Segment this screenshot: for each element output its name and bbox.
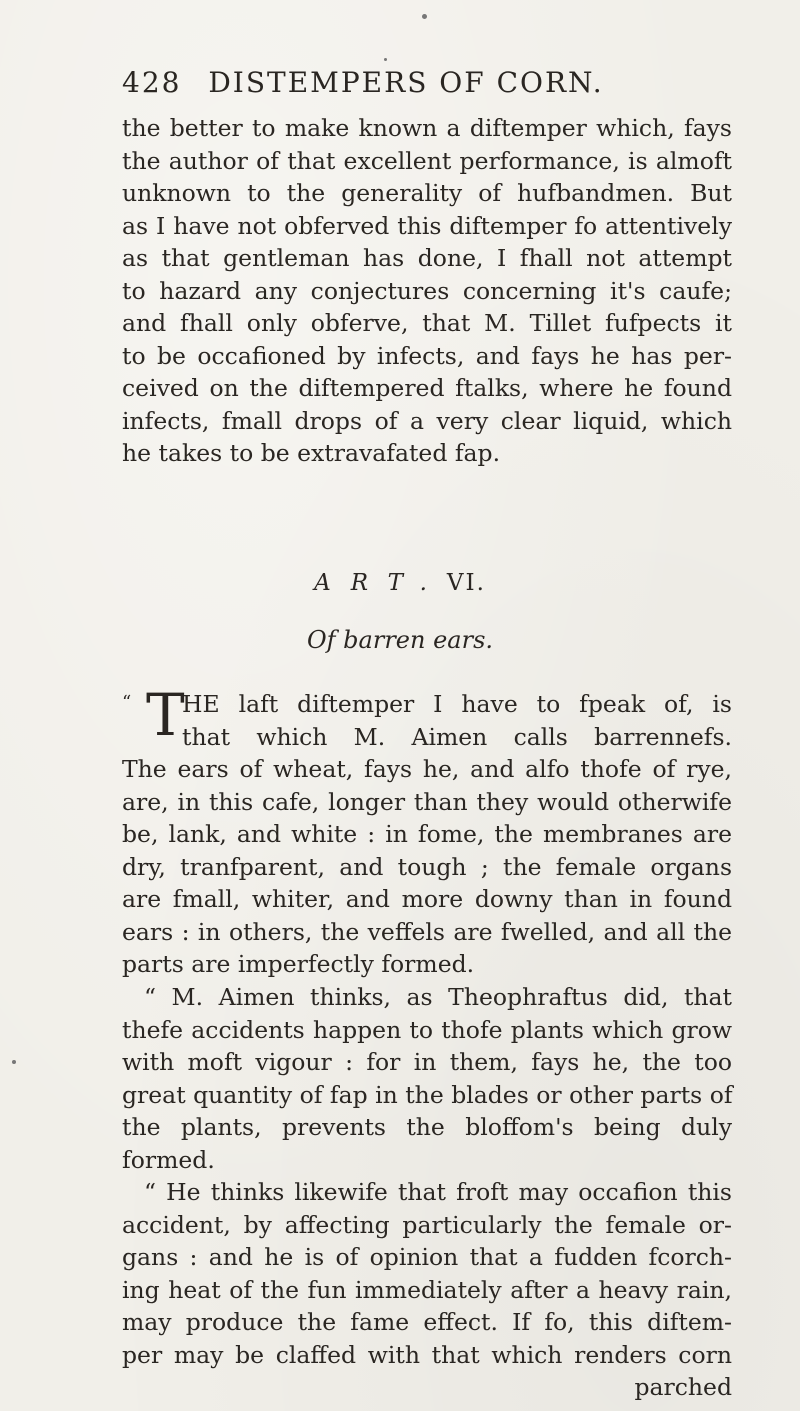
text-line: great quantity of fap in the blades or other parts of bbox=[122, 1080, 733, 1109]
text-line: ears : in others, the veffels are fwelled, and all the bbox=[122, 917, 732, 946]
text-line: as that gentleman has done, I fhall not attempt bbox=[122, 244, 732, 272]
drop-cap: T bbox=[146, 681, 185, 749]
text-line: The ears of wheat, fays he, and alfo thofe of rye, bbox=[122, 755, 732, 783]
text-line: “ He thinks likewife that froft may occafion this bbox=[144, 1178, 732, 1206]
text-line: dry, tranfparent, and tough ; the female organs bbox=[122, 852, 732, 881]
article-heading bbox=[0, 570, 800, 596]
text-line: to be occafioned by infects, and fays he has per- bbox=[122, 341, 732, 370]
text-line: are, in this cafe, longer than they would otherwife bbox=[122, 787, 732, 816]
article-label-t: T. bbox=[387, 570, 447, 596]
text-line: be, lank, and white : in fome, the membranes are bbox=[122, 820, 732, 848]
text-line: the plants, prevents the bloffom's being duly bbox=[122, 1113, 732, 1141]
article-label-a: A bbox=[314, 570, 351, 596]
running-title: DISTEMPERS OF CORN. bbox=[208, 66, 604, 99]
text-line: infects, fmall drops of a very clear liquid, which bbox=[122, 406, 732, 435]
text-line: gans : and he is of opinion that a fudden fcorch- bbox=[122, 1243, 732, 1271]
open-quote: “ bbox=[122, 692, 132, 713]
text-line: to hazard any conjectures concerning it's caufe; bbox=[122, 276, 732, 305]
text-line: “ M. Aimen thinks, as Theophraftus did, that bbox=[144, 983, 732, 1011]
text-line: with moft vigour : for in them, fays he, the too bbox=[122, 1048, 732, 1076]
text-line: as I have not obferved this diftemper fo attentively bbox=[122, 211, 732, 240]
text-line: formed. bbox=[122, 1145, 215, 1174]
scan-speck bbox=[384, 58, 387, 61]
scan-speck bbox=[12, 1060, 16, 1064]
text-line: ceived on the diftempered ftalks, where he found bbox=[122, 374, 732, 402]
text-line: are fmall, whiter, and more downy than in found bbox=[122, 885, 732, 913]
article-number: VI. bbox=[446, 570, 486, 596]
article-label-r: R bbox=[350, 570, 388, 596]
text-line: HE laft diftemper I have to fpeak of, is bbox=[182, 690, 732, 718]
text-line: parts are imperfectly formed. bbox=[122, 950, 475, 978]
text-line: the better to make known a diftemper which, fays bbox=[122, 114, 732, 142]
text-line: accident, by affecting particularly the female or- bbox=[122, 1210, 732, 1239]
page-number: 428 bbox=[122, 66, 182, 99]
text-line: may produce the fame effect. If fo, this diftem- bbox=[122, 1308, 732, 1336]
paragraph-barren-ears bbox=[122, 681, 732, 981]
paragraph-frost bbox=[122, 1176, 732, 1404]
article-title: Of barren ears. bbox=[306, 626, 494, 654]
paragraph-continuation bbox=[122, 112, 732, 470]
running-header bbox=[122, 66, 722, 99]
text-line: thefe accidents happen to thofe plants which grow bbox=[122, 1015, 732, 1044]
text-line: the author of that excellent performance, is almoft bbox=[122, 146, 732, 175]
text-line: per may be claffed with that which renders corn bbox=[122, 1340, 732, 1369]
paragraph-theophrastus bbox=[122, 981, 732, 1176]
text-line: unknown to the generality of hufbandmen. But bbox=[122, 179, 732, 207]
text-line: that which M. Aimen calls barrennefs. bbox=[182, 722, 732, 751]
text-line: and fhall only obferve, that M. Tillet fufpects it bbox=[122, 309, 732, 337]
text-line: he takes to be extravafated fap. bbox=[122, 439, 501, 467]
text-line: ing heat of the fun immediately after a heavy rain, bbox=[122, 1275, 732, 1304]
catchword: parched bbox=[634, 1373, 732, 1401]
scan-speck bbox=[422, 14, 427, 19]
